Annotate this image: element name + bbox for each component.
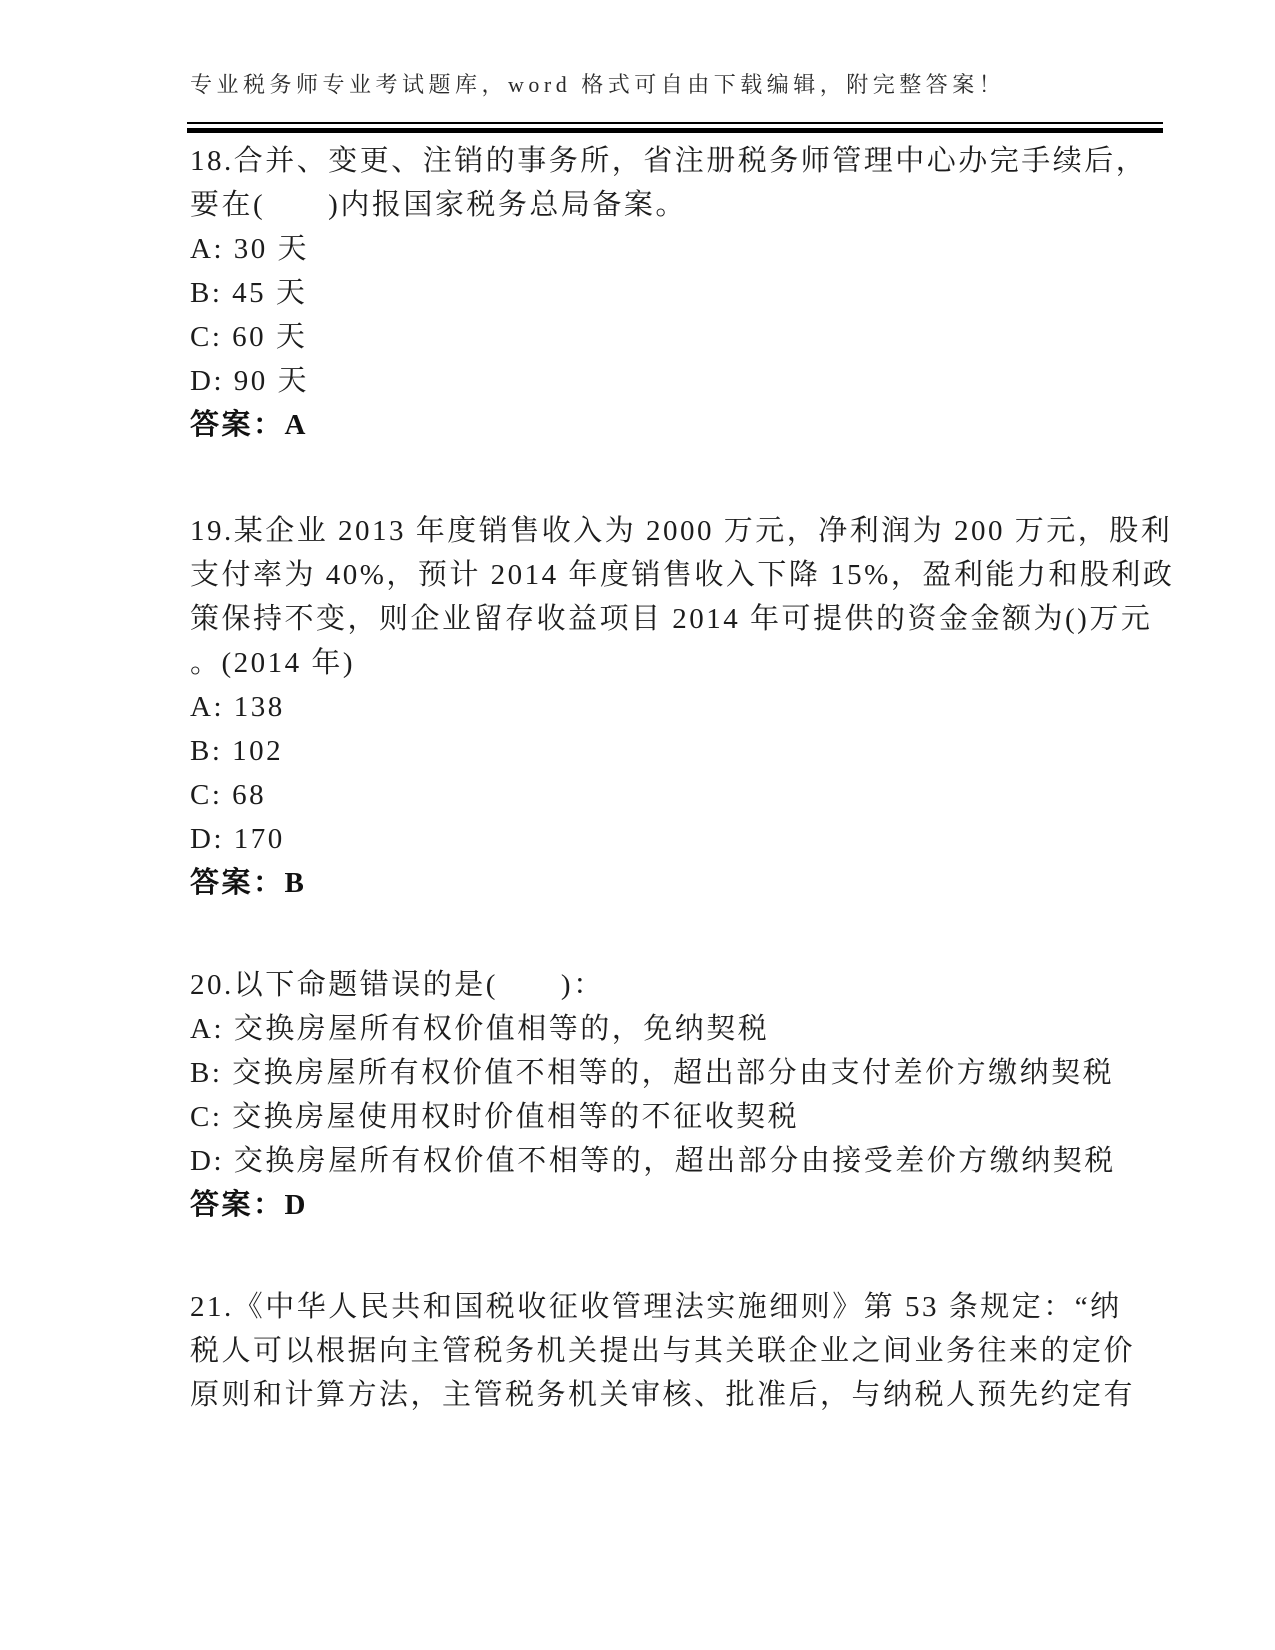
question-20 <box>190 963 1116 1227</box>
option-c: C: 交换房屋使用权时价值相等的不征收契税 <box>190 1101 800 1133</box>
header-divider <box>187 122 1163 133</box>
option-b: B: 交换房屋所有权价值不相等的，超出部分由支付差价方缴纳契税 <box>190 1057 1115 1089</box>
answer-line: 答案：A <box>190 409 308 441</box>
question-18 <box>190 139 1148 447</box>
question-text-line: 要在( )内报国家税务总局备案。 <box>190 189 687 221</box>
question-text-line: 支付率为 40%，预计 2014 年度销售收入下降 15%，盈利能力和股利政 <box>190 559 1175 591</box>
question-text-line: 原则和计算方法，主管税务机关审核、批准后，与纳税人预先约定有 <box>190 1379 1136 1411</box>
header-title: 专业税务师专业考试题库，word 格式可自由下载编辑，附完整答案！ <box>190 72 1006 97</box>
option-d: D: 90 天 <box>190 365 310 397</box>
option-b: B: 45 天 <box>190 277 308 309</box>
question-text-line: 19.某企业 2013 年度销售收入为 2000 万元，净利润为 200 万元，股利 <box>190 515 1173 547</box>
question-21 <box>190 1285 1136 1417</box>
document-body <box>0 133 1275 1417</box>
option-d: D: 交换房屋所有权价值不相等的，超出部分由接受差价方缴纳契税 <box>190 1145 1116 1177</box>
answer-line: 答案：D <box>190 1189 308 1221</box>
question-text-line: 21.《中华人民共和国税收征收管理法实施细则》第 53 条规定：“纳 <box>190 1291 1122 1323</box>
question-19 <box>190 509 1175 905</box>
question-text-line: 18.合并、变更、注销的事务所，省注册税务师管理中心办完手续后， <box>190 145 1148 177</box>
option-d: D: 170 <box>190 823 285 855</box>
option-a: A: 138 <box>190 691 285 723</box>
question-text-line: 。(2014 年) <box>190 647 356 679</box>
option-a: A: 交换房屋所有权价值相等的，免纳契税 <box>190 1013 770 1045</box>
option-c: C: 60 天 <box>190 321 308 353</box>
question-text-line: 税人可以根据向主管税务机关提出与其关联企业之间业务往来的定价 <box>190 1335 1136 1367</box>
question-text-line: 策保持不变，则企业留存收益项目 2014 年可提供的资金金额为()万元 <box>190 603 1153 635</box>
page-header <box>0 0 1275 133</box>
option-a: A: 30 天 <box>190 233 310 265</box>
question-text-line: 20.以下命题错误的是( )： <box>190 969 605 1001</box>
option-c: C: 68 <box>190 779 267 811</box>
option-b: B: 102 <box>190 735 284 767</box>
answer-line: 答案：B <box>190 867 307 899</box>
